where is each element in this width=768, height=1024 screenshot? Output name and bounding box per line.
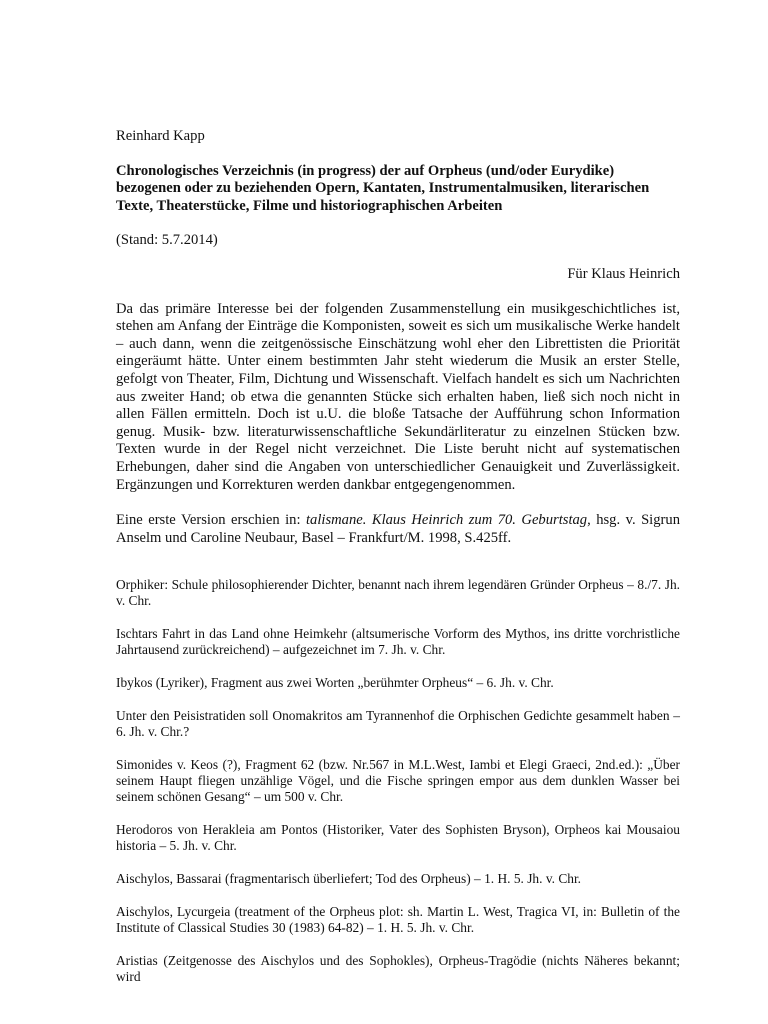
status-date: (Stand: 5.7.2014) [116, 232, 218, 249]
list-item: Simonides v. Keos (?), Fragment 62 (bzw. Nr.567 in M.L.West, Iambi et Elegi Graeci, 2nd.ed.): „Über seinem Haupt fliegen unzählige Vögel, und die Fische springen empor aus dem dunklen Wasser bei seinem schönen Gesang“ – um 500 v. Chr. [116, 757, 680, 805]
list-item: Orphiker: Schule philosophierender Dichter, benannt nach ihrem legendären Gründer Orpheus – 8./7. Jh. v. Chr. [116, 577, 680, 609]
author-name: Reinhard Kapp [116, 128, 205, 144]
dedication: Für Klaus Heinrich [567, 265, 680, 282]
document-title: Chronologisches Verzeichnis (in progress) der auf Orpheus (und/oder Eurydike) bezogenen oder zu beziehenden Opern, Kantaten, Instrumentalmusiken, literarischen Texte, Theaterstücke, Filme und historiographischen Arbeiten [116, 162, 650, 214]
first-version-prefix: Eine erste Version erschien in: [116, 512, 306, 529]
first-version-suffix: , hsg. v. Sigrun Anselm und Caroline Neubaur, Basel – Frankfurt/M. 1998, S.425ff. [116, 512, 680, 546]
first-version-note [116, 512, 680, 547]
list-item: Ibykos (Lyriker), Fragment aus zwei Worten „berühmter Orpheus“ – 6. Jh. v. Chr. [116, 675, 554, 691]
list-item: Unter den Peisistratiden soll Onomakritos am Tyrannenhof die Orphischen Gedichte gesammelt haben – 6. Jh. v. Chr.? [116, 708, 680, 740]
list-item: Aischylos, Lycurgeia (treatment of the Orpheus plot: sh. Martin L. West, Tragica VI, in: Bulletin of the Institute of Classical Studies 30 (1983) 64-82) – 1. H. 5. Jh. v. Chr. [116, 904, 680, 936]
list-item: Aristias (Zeitgenosse des Aischylos und des Sophokles), Orpheus-Tragödie (nichts Näheres bekannt; wird [116, 953, 680, 985]
list-item: Herodoros von Herakleia am Pontos (Historiker, Vater des Sophisten Bryson), Orpheos kai Mousaiou historia – 5. Jh. v. Chr. [116, 822, 680, 854]
intro-paragraph: Da das primäre Interesse bei der folgenden Zusammenstellung ein musikgeschichtliches ist, stehen am Anfang der Einträge die Komponisten, soweit es sich um musikalische Werke handelt – auch dann, wenn die zeitgenössische Einschätzung wohl eher den Librettisten die Priorität eingeräumt hätte. Unter einem bestimmten Jahr steht wiederum die Musik an erster Stelle, gefolgt von Theater, Film, Dichtung und Wissenschaft. Vielfach handelt es sich um Nachrichten aus zweiter Hand; ob etwa die genannten Stücke sich erhalten haben, ließ sich noch nicht in allen Fällen ermitteln. Doch ist u.U. die bloße Tatsache der Aufführung schon Information genug. Musik- bzw. literaturwissenschaftliche Sekundärliteratur zu einzelnen Stücken bzw. Texten wurde in der Regel nicht verzeichnet. Die Liste beruht nicht auf systematischen Erhebungen, daher sind die Angaben von unterschiedlicher Genauigkeit und Zuverlässigkeit. Ergänzungen und Korrekturen werden dankbar entgegengenommen. [116, 300, 680, 493]
entry-list [116, 577, 680, 985]
list-item: Ischtars Fahrt in das Land ohne Heimkehr (altsumerische Vorform des Mythos, ins dritte vorchristliche Jahrtausend zurückreichend) – aufgezeichnet im 7. Jh. v. Chr. [116, 626, 680, 658]
list-item: Aischylos, Bassarai (fragmentarisch überliefert; Tod des Orpheus) – 1. H. 5. Jh. v. Chr. [116, 871, 582, 887]
first-version-title: talismane. Klaus Heinrich zum 70. Geburtstag [305, 512, 588, 529]
